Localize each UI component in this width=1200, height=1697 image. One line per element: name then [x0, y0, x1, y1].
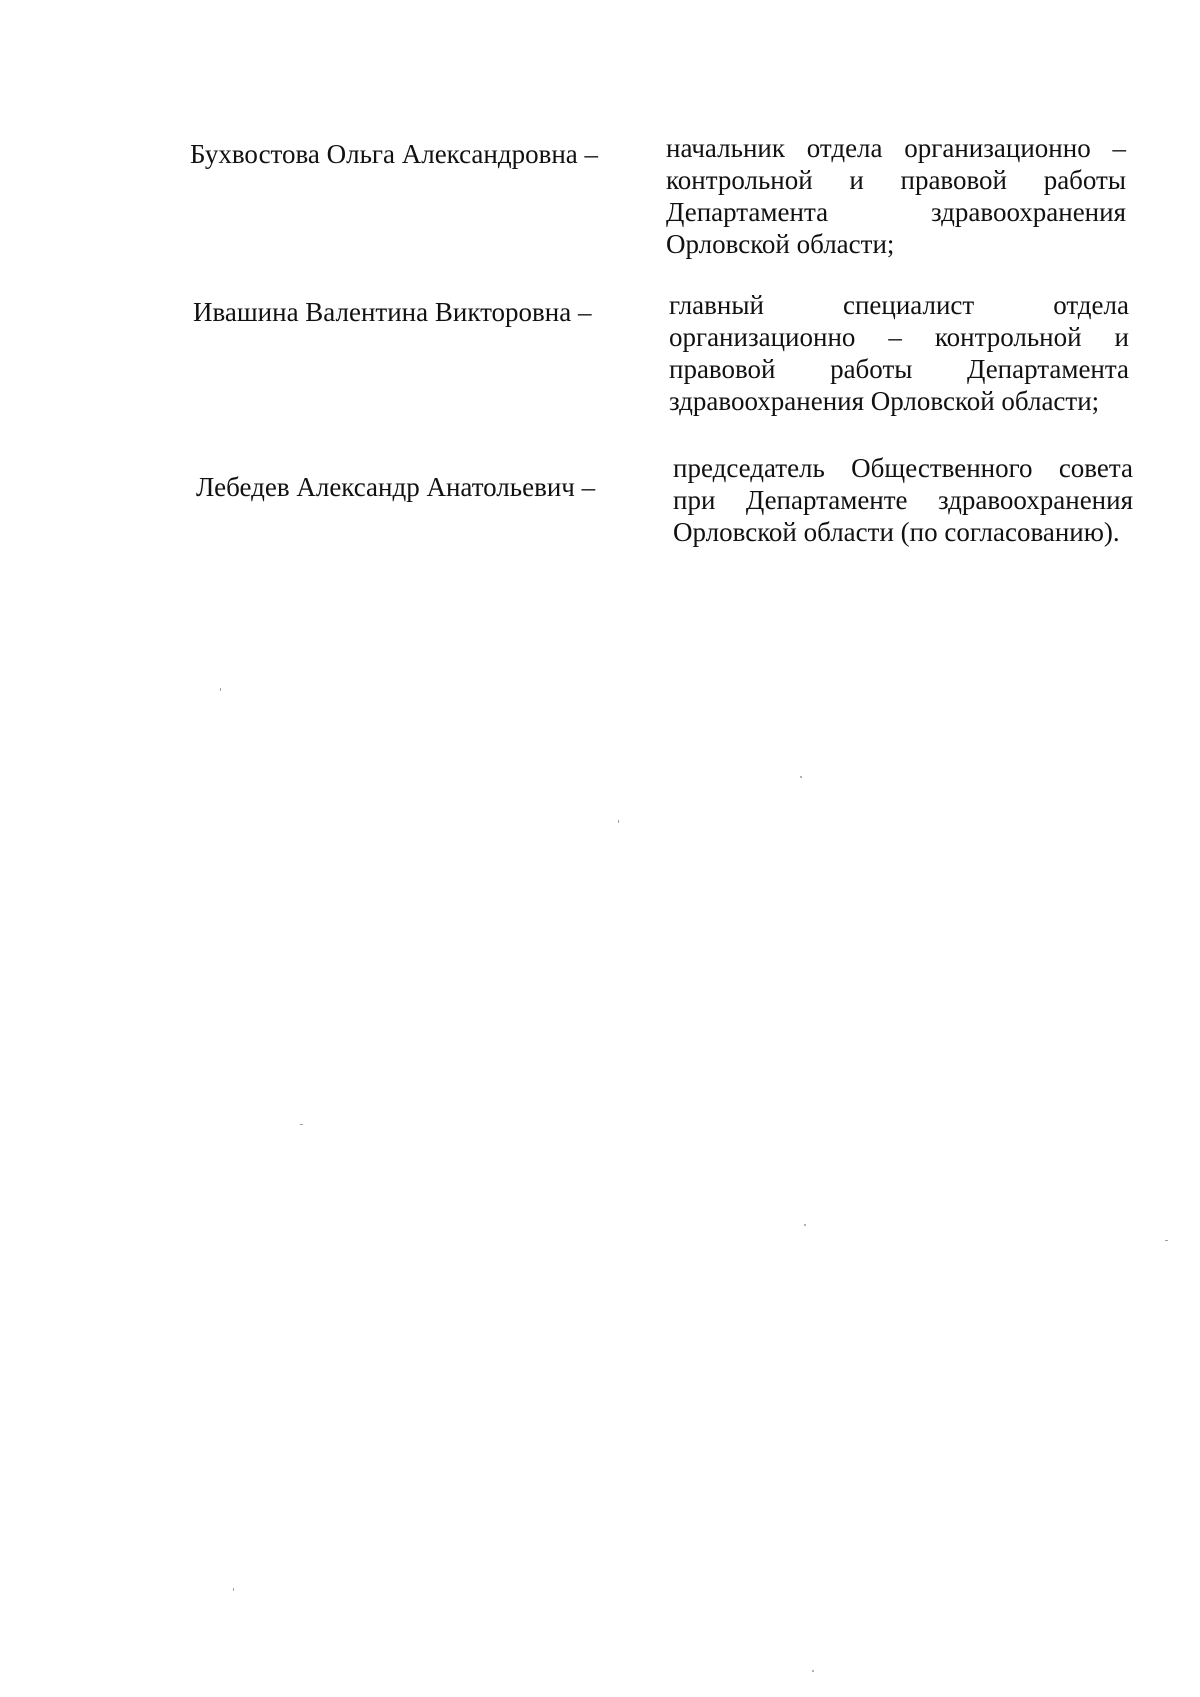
- member-name: Ивашина Валентина Викторовна –: [193, 297, 592, 327]
- scan-speck: [800, 776, 802, 778]
- member-name: Бухвостова Ольга Александровна –: [190, 139, 599, 169]
- scan-speck: [812, 1670, 814, 1672]
- scan-speck: [1165, 1240, 1168, 1241]
- scan-speck: [220, 688, 221, 691]
- scan-speck: [233, 1588, 234, 1591]
- scan-speck: [300, 1124, 303, 1125]
- member-position: начальник отдела организационно – контрольной и правовой работы Департамента здравоохранения Орловской области;: [666, 133, 1126, 259]
- member-position: председатель Общественного совета при Департаменте здравоохранения Орловской области (по согласованию).: [673, 453, 1133, 547]
- member-name: Лебедев Александр Анатольевич –: [196, 472, 596, 502]
- scan-speck: [804, 1224, 806, 1226]
- scan-speck: [618, 820, 619, 823]
- member-position: главный специалист отдела организационно – контрольной и правовой работы Департамента здравоохранения Орловской области;: [669, 290, 1129, 416]
